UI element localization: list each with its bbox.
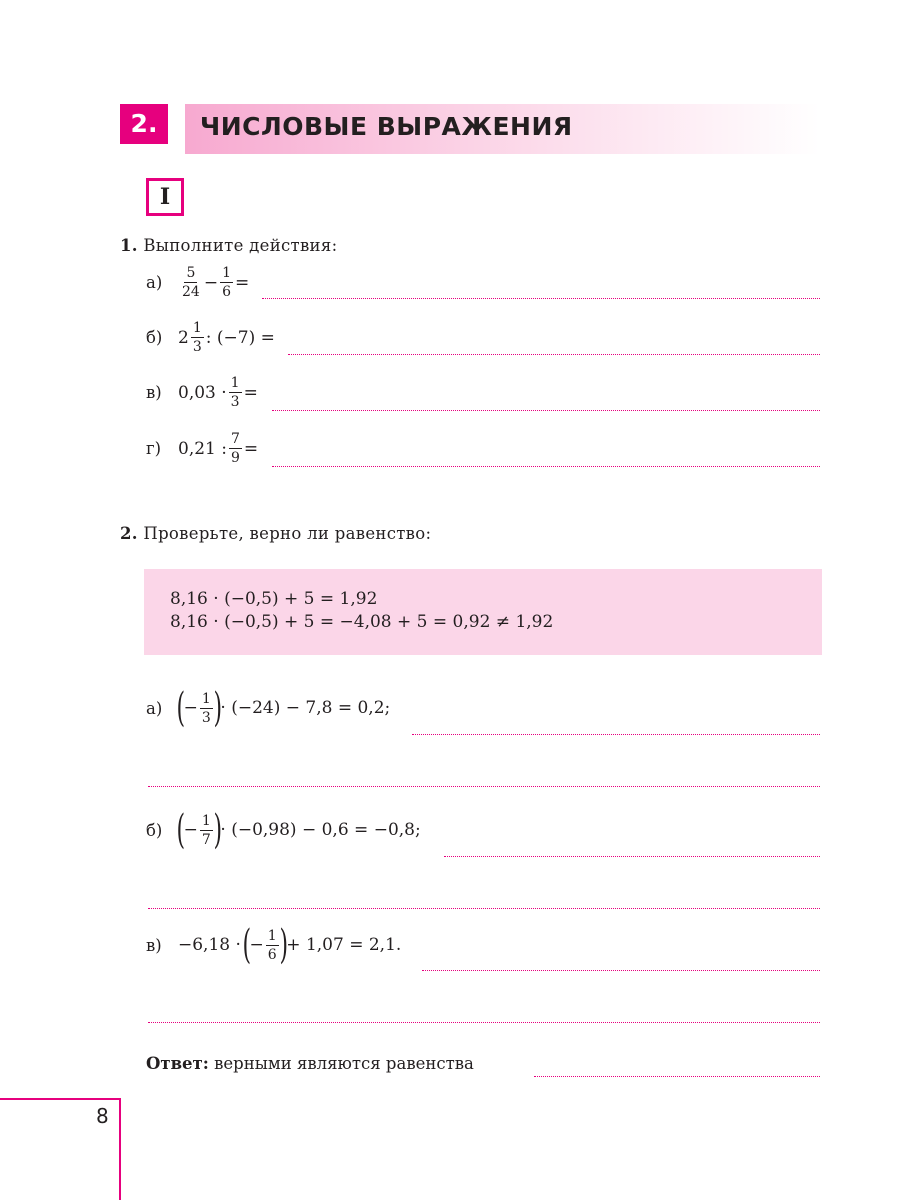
- task-2-item-a: [146, 685, 391, 731]
- task-1-item-a: [146, 266, 249, 299]
- section-title: ЧИСЛОВЫЕ ВЫРАЖЕНИЯ: [200, 112, 573, 141]
- left-paren: (: [176, 685, 186, 731]
- expression-rest: : (−7) =: [205, 327, 275, 348]
- fraction-numerator: 1: [201, 812, 211, 829]
- item-label: г): [146, 439, 162, 458]
- fraction: [200, 814, 213, 847]
- fraction: [180, 266, 202, 299]
- fraction: [220, 266, 233, 299]
- page-number: 8: [96, 1104, 109, 1128]
- fraction: [191, 321, 204, 354]
- task-1-number: 1.: [120, 236, 138, 255]
- fraction-numerator: 5: [186, 265, 196, 281]
- item-label: в): [146, 935, 162, 955]
- item-label: б): [146, 820, 163, 840]
- task-1-item-c: [146, 376, 258, 409]
- task-2-number: 2.: [120, 524, 138, 543]
- fraction: [266, 929, 279, 962]
- right-paren: ): [213, 685, 222, 731]
- fraction: [200, 692, 213, 725]
- task-2-heading: [120, 524, 431, 543]
- left-paren: (: [176, 807, 186, 853]
- equals-sign: =: [243, 438, 259, 459]
- page-corner-line-vertical: [119, 1098, 121, 1200]
- minus-sign: −: [183, 698, 198, 718]
- whole-part: 2: [178, 327, 189, 348]
- right-paren: ): [213, 807, 222, 853]
- fraction-denominator: 3: [201, 709, 211, 726]
- item-label: в): [146, 383, 162, 402]
- answer-line[interactable]: [272, 466, 820, 467]
- answer-line[interactable]: [412, 734, 820, 735]
- fraction-numerator: 1: [230, 375, 240, 391]
- answer-line[interactable]: [534, 1076, 820, 1077]
- equals-sign: =: [243, 382, 258, 403]
- fraction-numerator: 1: [192, 320, 202, 336]
- answer-line[interactable]: [148, 1022, 820, 1023]
- answer-line[interactable]: [148, 908, 820, 909]
- left-paren: (: [242, 922, 252, 968]
- right-paren: ): [279, 922, 288, 968]
- fraction-numerator: 1: [222, 265, 231, 281]
- page-corner-line-horizontal: [0, 1098, 121, 1100]
- fraction-denominator: 7: [201, 831, 211, 848]
- item-label: а): [146, 698, 163, 718]
- task-1-prompt: Выполните действия:: [143, 236, 338, 255]
- expression-rest: · (−0,98) − 0,6 = −0,8;: [220, 820, 421, 840]
- answer-label: Ответ:: [146, 1054, 209, 1073]
- example-line-2: 8,16 · (−0,5) + 5 = −4,08 + 5 = 0,92 ≠ 1,92: [170, 612, 554, 632]
- expression-rest: · (−24) − 7,8 = 0,2;: [220, 698, 391, 718]
- expression-rest: + 1,07 = 2,1.: [286, 935, 402, 955]
- minus-sign: −: [183, 820, 198, 840]
- item-label: б): [146, 328, 163, 347]
- minus-sign: −: [249, 935, 264, 955]
- expression-part: 0,21 :: [178, 438, 227, 459]
- expression-part: −6,18 ·: [178, 935, 241, 955]
- section-number: 2.: [120, 104, 168, 144]
- task-2-item-c: [146, 922, 402, 968]
- task-1-item-b: [146, 321, 275, 354]
- fraction-denominator: 24: [182, 284, 200, 300]
- task-1-heading: [120, 236, 337, 255]
- fraction-denominator: 6: [222, 284, 231, 300]
- fraction-denominator: 6: [267, 946, 277, 963]
- fraction-denominator: 9: [230, 450, 240, 466]
- answer-text: верными являются равенства: [214, 1054, 474, 1073]
- difficulty-level-badge: I: [146, 178, 184, 216]
- fraction-numerator: 1: [267, 927, 277, 944]
- task-1-item-d: [146, 432, 258, 465]
- fraction: [229, 432, 242, 465]
- answer-line[interactable]: [444, 856, 820, 857]
- fraction-denominator: 3: [192, 339, 202, 355]
- fraction-numerator: 1: [201, 690, 211, 707]
- answer-line[interactable]: [148, 786, 820, 787]
- answer-line[interactable]: [288, 354, 820, 355]
- fraction-numerator: 7: [230, 431, 240, 447]
- example-line-1: 8,16 · (−0,5) + 5 = 1,92: [170, 589, 378, 609]
- operator: −: [203, 272, 219, 293]
- expression-part: 0,03 ·: [178, 382, 227, 403]
- answer-statement: [146, 1054, 474, 1073]
- fraction: [229, 376, 242, 409]
- task-2-item-b: [146, 807, 421, 853]
- equals-sign: =: [235, 272, 250, 293]
- fraction-denominator: 3: [230, 394, 240, 410]
- answer-line[interactable]: [422, 970, 820, 971]
- task-2-prompt: Проверьте, верно ли равенство:: [143, 524, 432, 543]
- answer-line[interactable]: [272, 410, 820, 411]
- answer-line[interactable]: [262, 298, 820, 299]
- item-label: а): [146, 273, 163, 292]
